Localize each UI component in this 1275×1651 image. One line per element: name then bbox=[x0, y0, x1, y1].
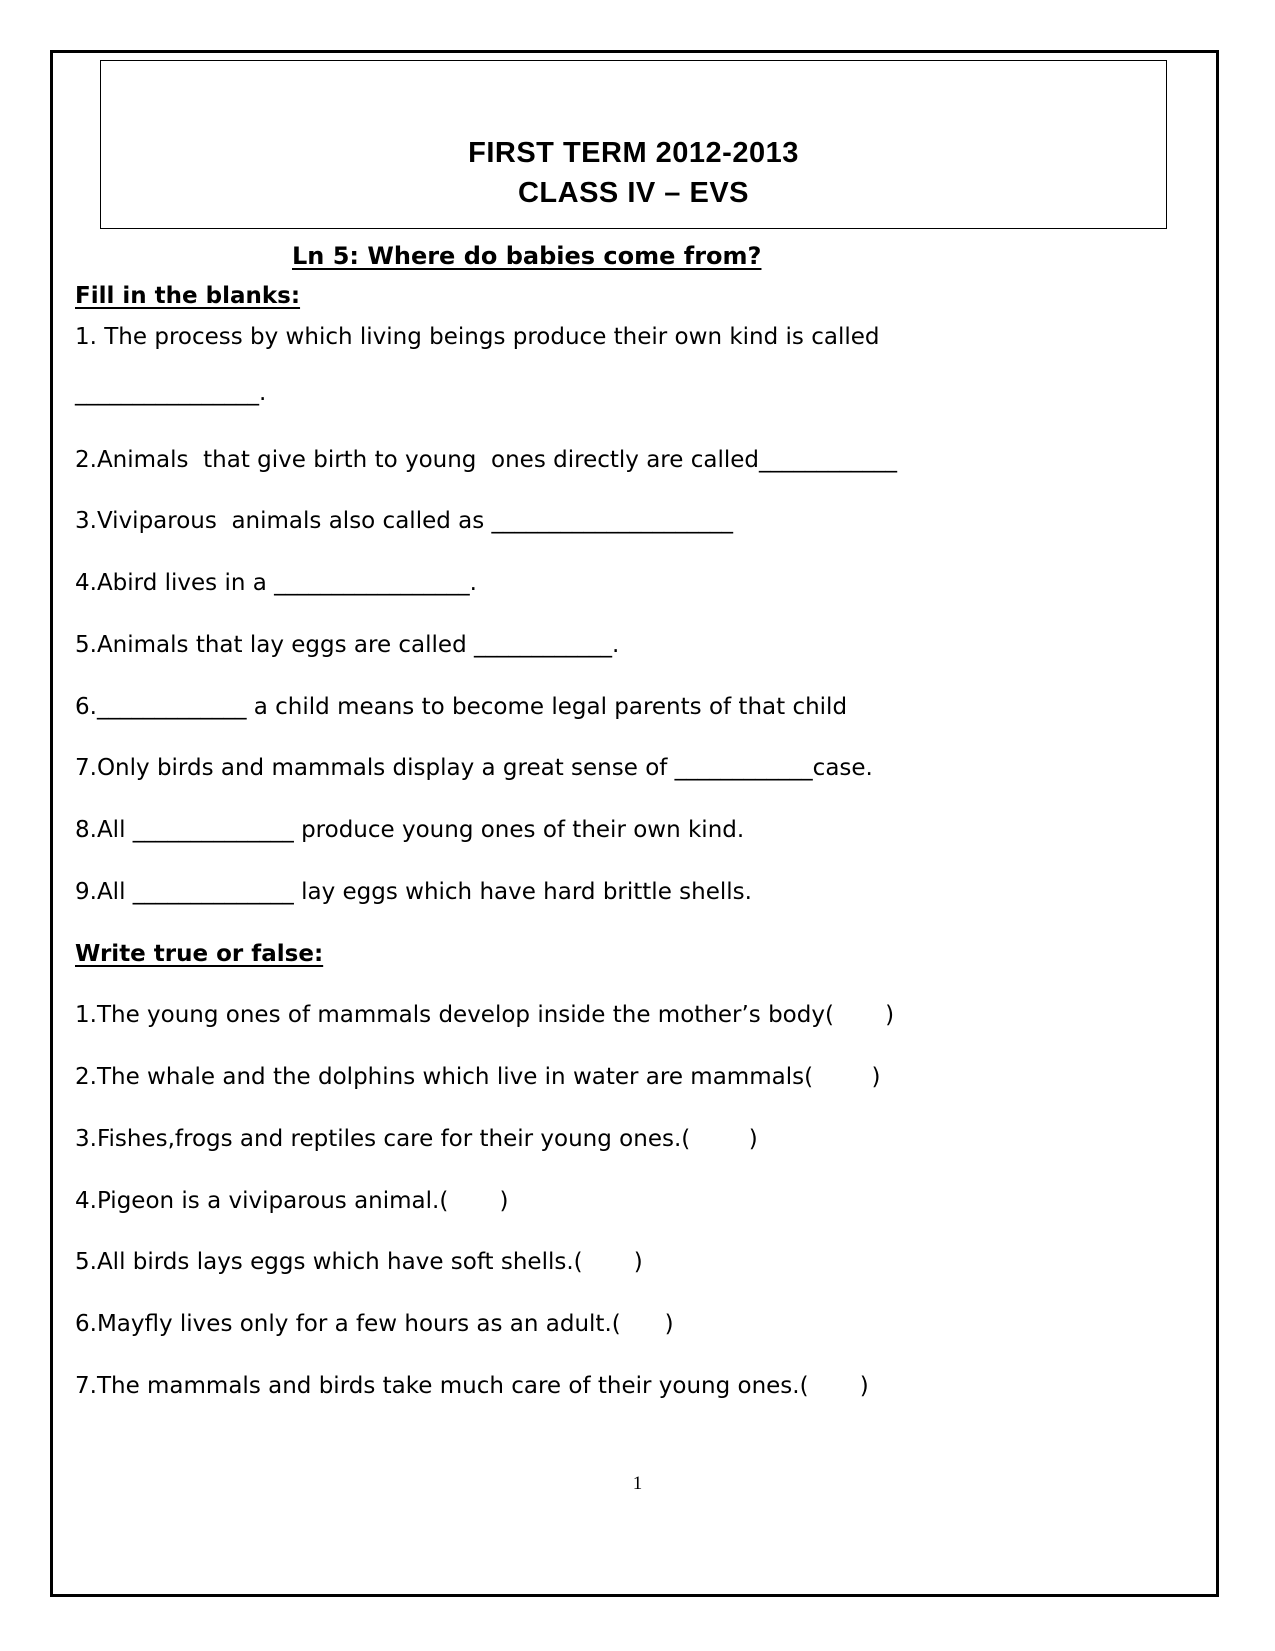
fill-blanks-heading: Fill in the blanks: bbox=[75, 283, 301, 309]
class-title: CLASS IV – EVS bbox=[517, 177, 749, 209]
fill-blank-item: 8.All ______________ produce young ones of their own kind. bbox=[75, 817, 745, 843]
true-false-item: 7.The mammals and birds take much care of their young ones.( ) bbox=[75, 1373, 869, 1399]
header-box bbox=[100, 60, 1167, 229]
true-false-item: 2.The whale and the dolphins which live in water are mammals( ) bbox=[75, 1064, 881, 1090]
fill-blank-item: 2.Animals that give birth to young ones directly are called____________ bbox=[75, 447, 897, 473]
fill-blank-item: 3.Viviparous animals also called as _____________________ bbox=[75, 508, 734, 534]
true-false-item: 6.Mayfly lives only for a few hours as an adult.( ) bbox=[75, 1311, 674, 1337]
fill-blank-item: 9.All ______________ lay eggs which have hard brittle shells. bbox=[75, 879, 752, 905]
fill-blank-item: 6._____________ a child means to become legal parents of that child bbox=[75, 694, 848, 720]
fill-blank-item: 5.Animals that lay eggs are called ____________. bbox=[75, 632, 620, 658]
page-number: 1 bbox=[632, 1473, 643, 1494]
lesson-title: Ln 5: Where do babies come from? bbox=[292, 242, 762, 270]
fill-blank-item: 4.Abird lives in a _________________. bbox=[75, 570, 477, 596]
true-false-item: 5.All birds lays eggs which have soft shells.( ) bbox=[75, 1249, 643, 1275]
fill-blank-item: ________________. bbox=[75, 380, 267, 406]
true-false-item: 3.Fishes,frogs and reptiles care for their young ones.( ) bbox=[75, 1126, 758, 1152]
fill-blank-item: 1. The process by which living beings produce their own kind is called bbox=[75, 324, 880, 350]
fill-blank-item: 7.Only birds and mammals display a great sense of ____________case. bbox=[75, 755, 873, 781]
true-false-item: 1.The young ones of mammals develop inside the mother’s body( ) bbox=[75, 1002, 895, 1028]
term-title: FIRST TERM 2012-2013 bbox=[468, 137, 799, 169]
true-false-item: 4.Pigeon is a viviparous animal.( ) bbox=[75, 1188, 509, 1214]
true-false-heading: Write true or false: bbox=[75, 941, 324, 967]
